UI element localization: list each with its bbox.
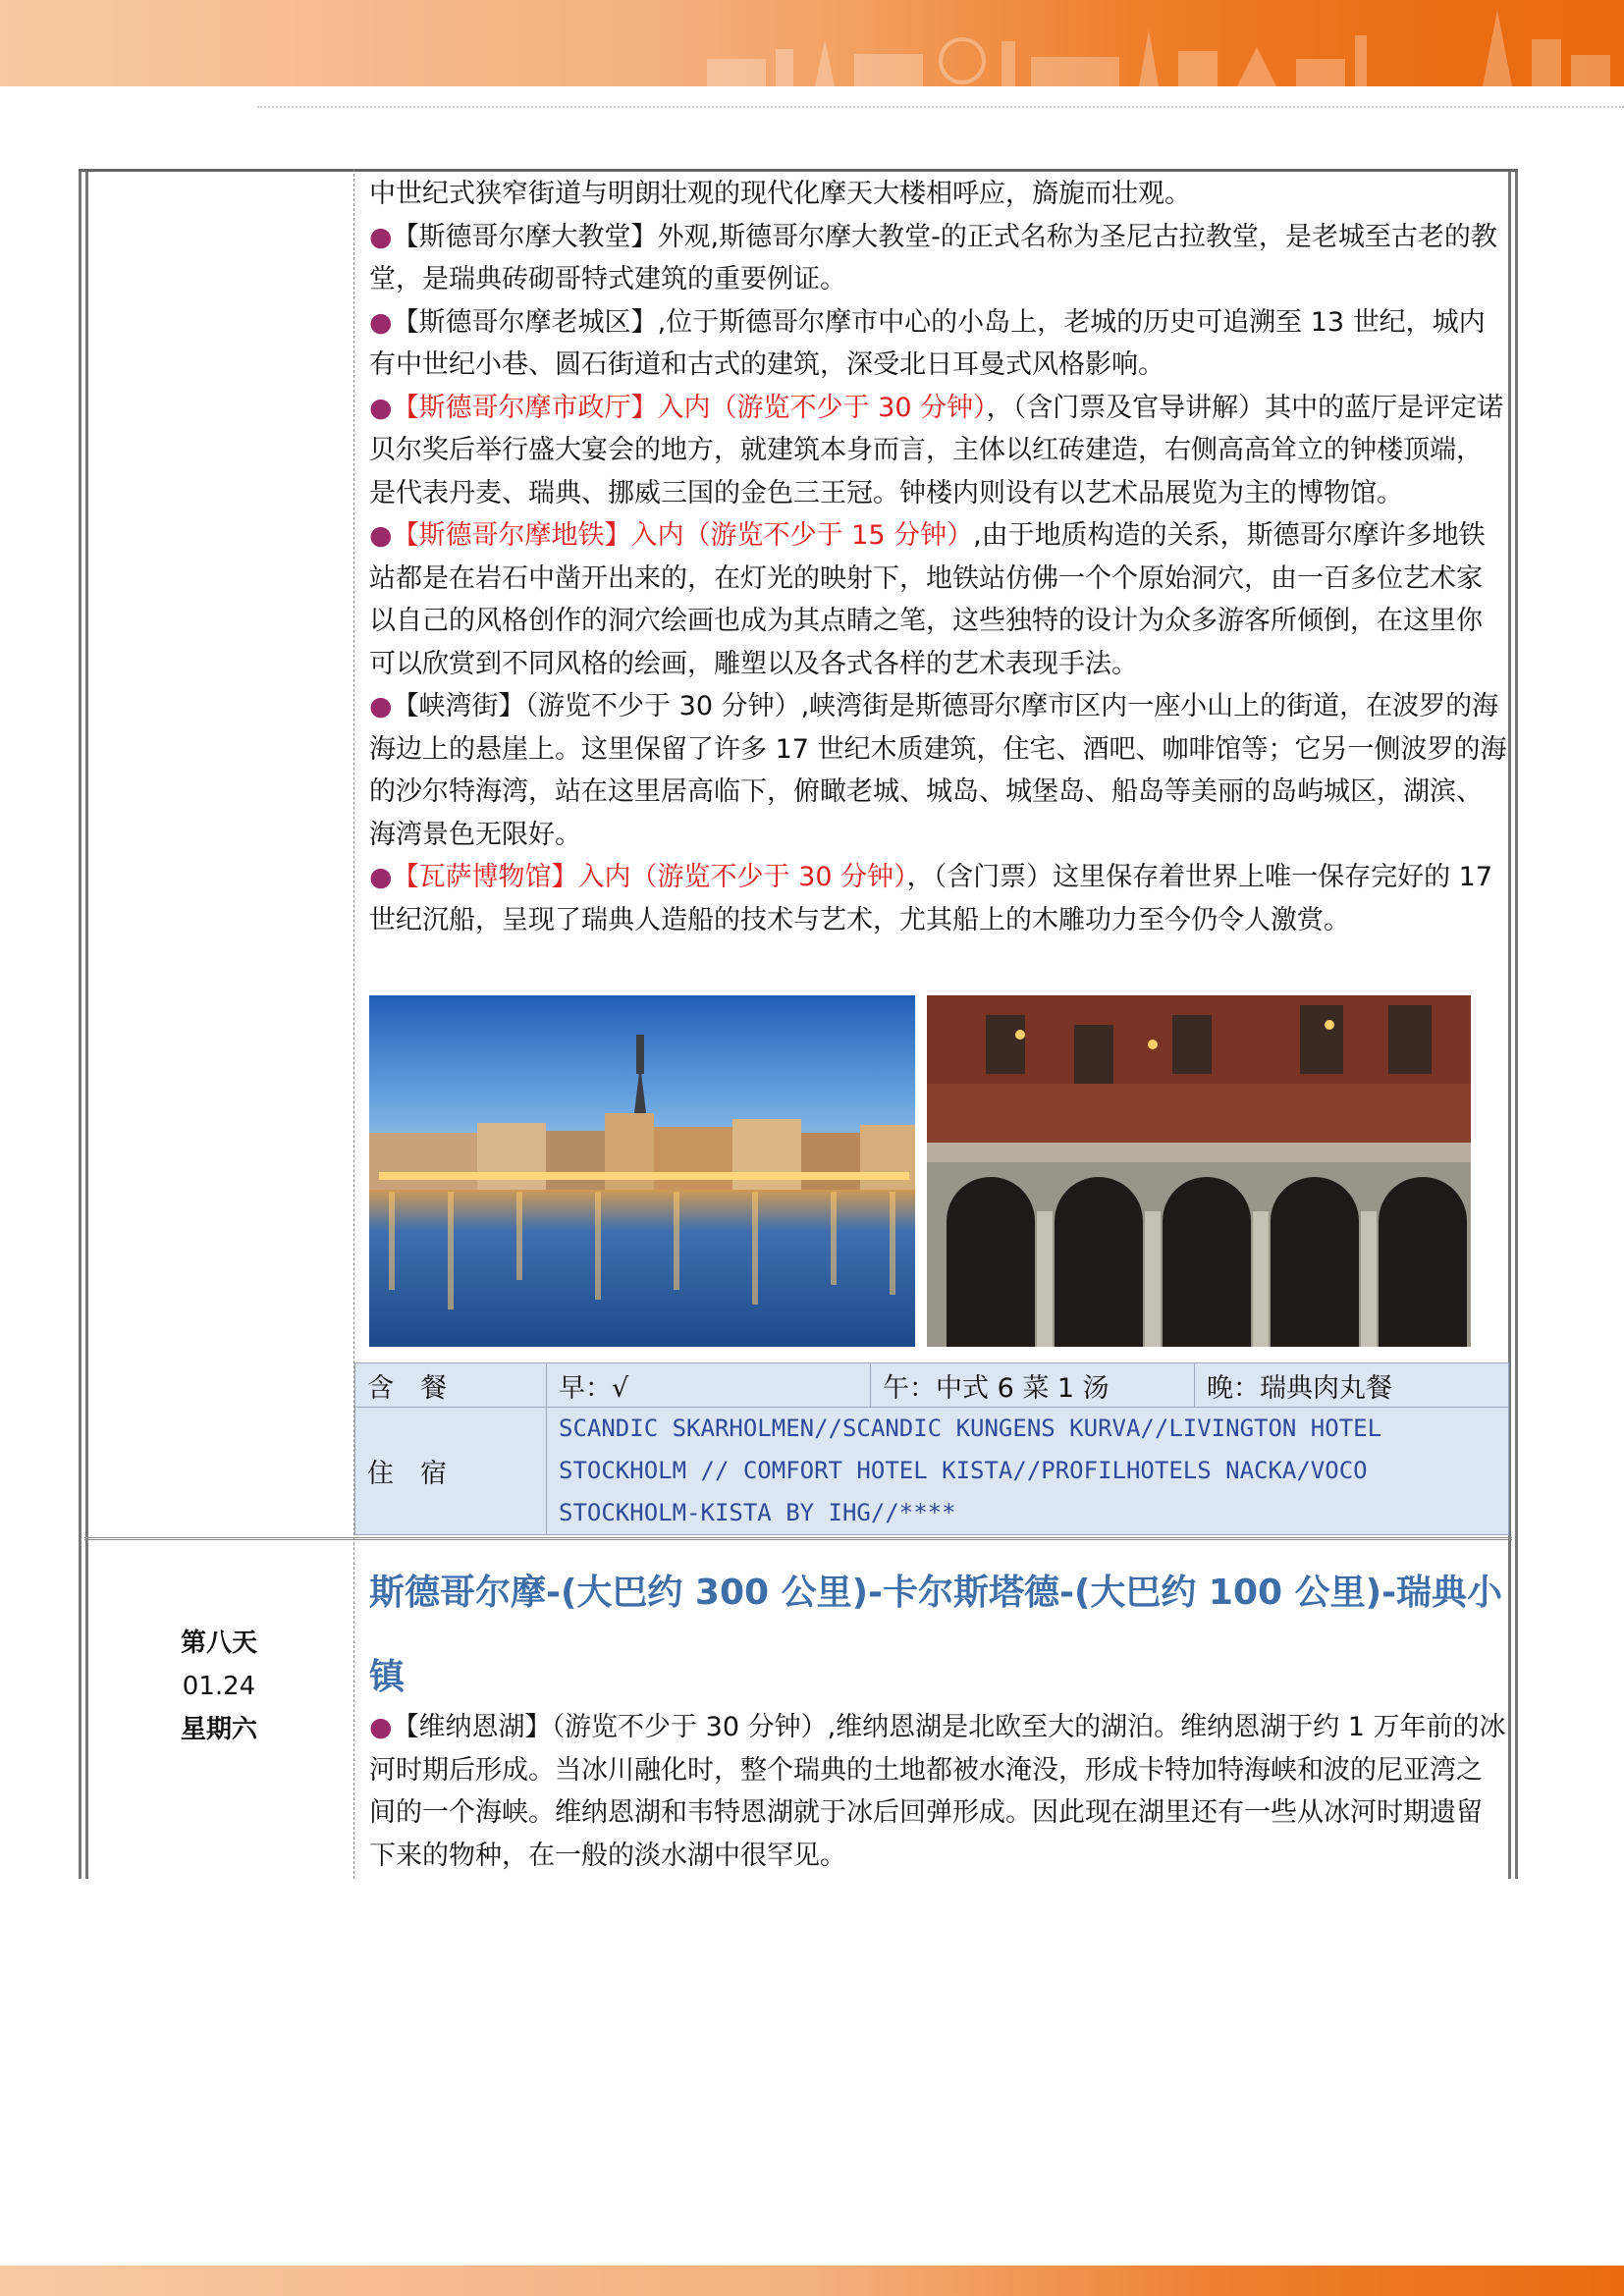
attraction-text: ，（含门票）这里保存着世界上唯一保存完好的 17 世纪沉船，呈现了瑞典人造船的技术与艺术，尤其船上的木雕功力至今仍令人激赏。 (369, 862, 1493, 935)
dinner-cell: 晚：瑞典肉丸餐 (1195, 1363, 1509, 1408)
attraction-item (369, 685, 1508, 856)
header-banner (0, 0, 1624, 86)
attraction-text: （游览不少于 30 分钟）,维纳恩湖是北欧至大的湖泊。维纳恩湖于约 1 万年前的冰河时期后形成。当冰川融化时，整个瑞典的土地都被水淹没，形成卡特加特海峡和波的尼亚湾之间的一个海峡。维纳恩湖和韦特恩湖就于冰后回弹形成。因此现在湖里还有一些从冰河时期遗留下来的物种，在一般的淡水湖中很罕见。 (369, 1712, 1506, 1871)
bullet-icon: ● (369, 221, 393, 252)
day-number: 第八天 (180, 1629, 257, 1658)
attraction-title: 【瓦萨博物馆】入内（游览不少于 30 分钟） (392, 862, 907, 892)
attraction-title: 【峡湾街】 (392, 691, 525, 721)
city-hall-courtyard-photo (927, 995, 1471, 1347)
day8-route-title: 斯德哥尔摩-(大巴约 300 公里)-卡尔斯塔德-(大巴约 100 公里)-瑞典小镇 (369, 1573, 1503, 1697)
stockholm-old-town-photo (369, 995, 915, 1347)
photo-strip (369, 995, 1508, 1349)
attraction-title: 【斯德哥尔摩老城区】 (392, 306, 658, 338)
meals-label: 含 餐 (355, 1363, 547, 1408)
day8-description (369, 1706, 1508, 1877)
meals-hotel-table (354, 1362, 1509, 1535)
attraction-text: ,位于斯德哥尔摩市中心的小岛上，老城的历史可追溯至 13 世纪，城内有中世纪小巷、圆石街道和古式的建筑，深受北日耳曼式风格影响。 (369, 306, 1486, 380)
day-row-divider (84, 1537, 1512, 1540)
attraction-text: ,由于地质构造的关系，斯德哥尔摩许多地铁站都是在岩石中凿开出来的，在灯光的映射下，地铁站仿佛一个个原始洞穴，由一百多位艺术家以自己的风格创作的洞穴绘画也成为其点睛之笔，这些独特的设计为众多游客所倾倒，在这里你可以欣赏到不同风格的绘画，雕塑以及各式各样的艺术表现手法。 (369, 520, 1486, 679)
bullet-icon: ● (369, 1712, 393, 1742)
day7-description (369, 173, 1508, 941)
attraction-item (369, 856, 1508, 941)
attraction-title: 【斯德哥尔摩地铁】入内（游览不少于 15 分钟） (392, 520, 974, 551)
bullet-icon: ● (369, 392, 393, 423)
attraction-title: 【斯德哥尔摩大教堂】 (392, 221, 658, 252)
bullet-icon: ● (369, 862, 393, 892)
bullet-icon: ● (369, 306, 393, 338)
attraction-item (369, 301, 1508, 387)
intro-line: 中世纪式狭窄街道与明朗壮观的现代化摩天大楼相呼应，旖旎而壮观。 (369, 179, 1191, 209)
attraction-item (369, 514, 1508, 685)
meals-row (355, 1363, 1509, 1408)
skyline-decoration-icon (668, 0, 1624, 86)
attraction-text: 外观,斯德哥尔摩大教堂-的正式名称为圣尼古拉教堂，是老城至古老的教堂，是瑞典砖砌哥特式建筑的重要例证。 (369, 221, 1497, 294)
bullet-icon: ● (369, 691, 393, 721)
attraction-title: 【维纳恩湖】 (392, 1712, 552, 1742)
attraction-title: 【斯德哥尔摩市政厅】入内（游览不少于 30 分钟） (392, 392, 987, 423)
day-column-divider (353, 169, 354, 1879)
day-date: 01.24 (182, 1672, 256, 1701)
day-weekday: 星期六 (180, 1715, 257, 1744)
attraction-item (369, 1706, 1508, 1877)
attraction-item (369, 216, 1508, 301)
header-divider (257, 106, 1624, 108)
hotel-list: SCANDIC SKARHOLMEN//SCANDIC KUNGENS KURVA//LIVINGTON HOTEL STOCKHOLM // COMFORT HOTEL KISTA//PROFILHOTELS NACKA/VOCO STOCKHOLM-KISTA BY IHG//**** (547, 1408, 1509, 1535)
breakfast-cell: 早：√ (547, 1363, 871, 1408)
hotel-label: 住 宿 (355, 1408, 547, 1535)
bullet-icon: ● (369, 520, 393, 551)
attraction-text: ，（含门票及官导讲解）其中的蓝厅是评定诺贝尔奖后举行盛大宴会的地方，就建筑本身而言，主体以红砖建造，右侧高高耸立的钟楼顶端，是代表丹麦、瑞典、挪威三国的金色三王冠。钟楼内则设有以艺术品展览为主的博物馆。 (369, 392, 1504, 508)
attraction-item (369, 387, 1508, 515)
hotel-row (355, 1408, 1509, 1535)
attraction-text: （游览不少于 30 分钟）,峡湾街是斯德哥尔摩市区内一座小山上的街道，在波罗的海海边上的悬崖上。这里保留了许多 17 世纪木质建筑，住宅、酒吧、咖啡馆等；它另一侧波罗的海的沙尔特海湾，站在这里居高临下，俯瞰老城、城岛、城堡岛、船岛等美丽的岛屿城区，湖滨、海湾景色无限好。 (369, 691, 1507, 850)
lunch-cell: 午：中式 6 菜 1 汤 (871, 1363, 1195, 1408)
footer-bar (0, 2266, 1624, 2296)
